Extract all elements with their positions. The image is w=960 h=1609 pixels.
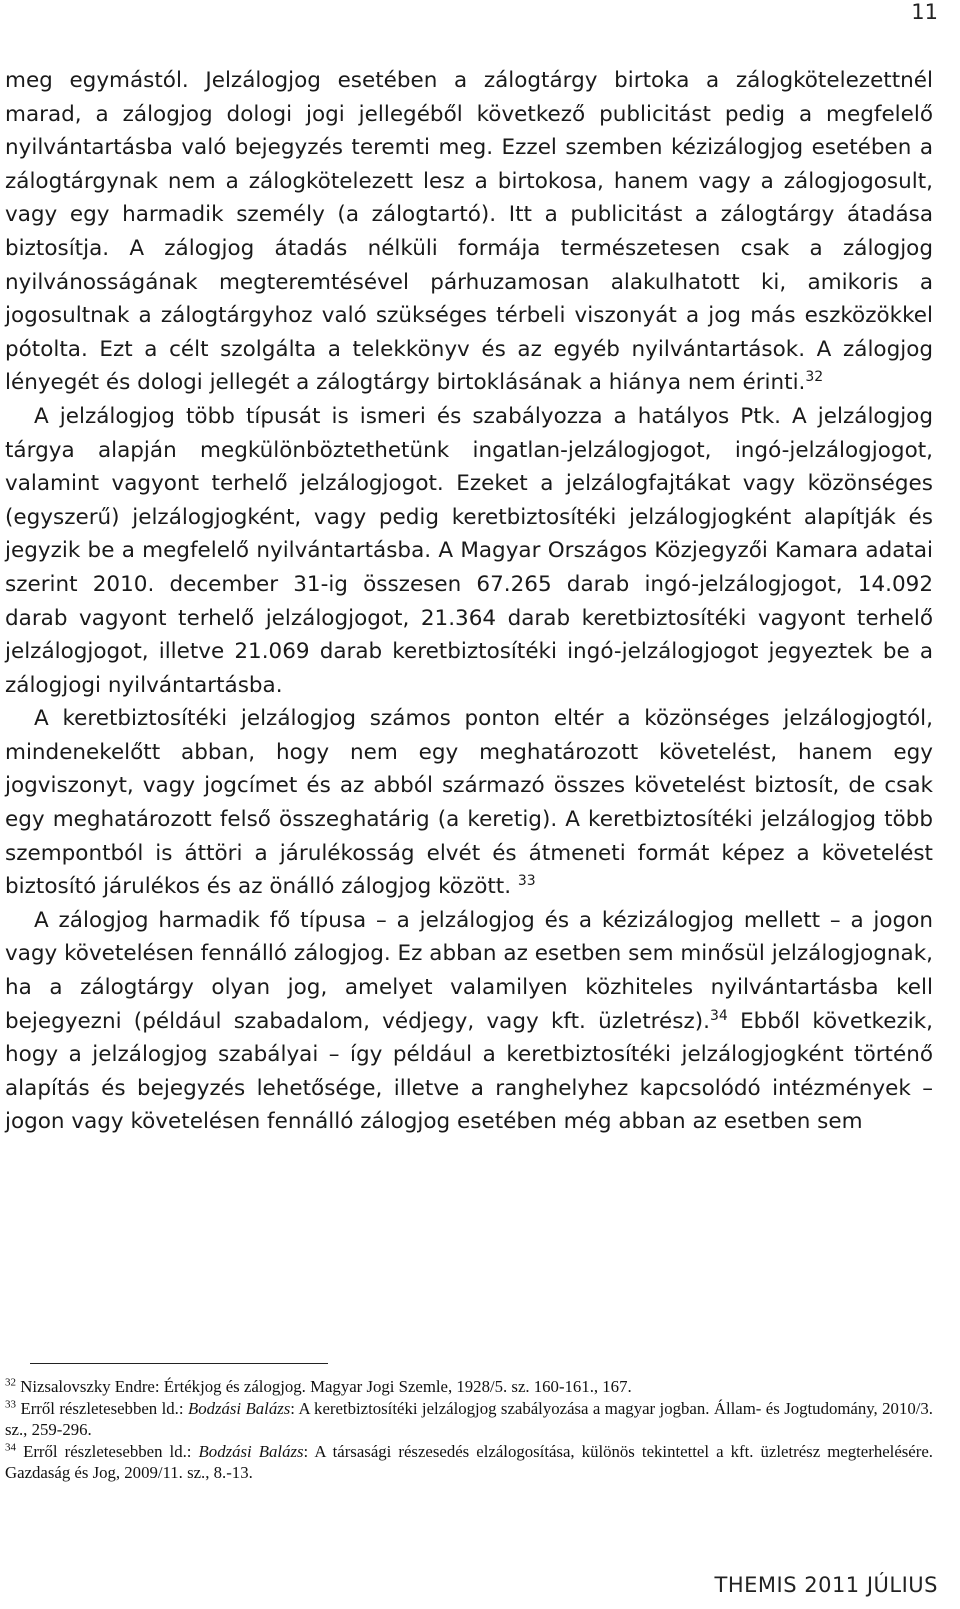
footnote-author: Bodzási Balázs [187, 1398, 291, 1418]
paragraph: A zálogjog harmadik fő típusa – a jelzálogjog és a kézizálogjog mellett – a jogon vagy követelésen fennálló zálogjog. Ez abban az esetben sem minősül jelzálogjognak, ha a zálogtárgy olyan jog, amelyet valamilyen közhiteles nyilvántartásba kell bejegyezni (például szabadalom, védjegy, vagy kft. üzletrész).$^{34}$ Ebből következik, hogy a jelzálogjog szabályai – így például a keretbiztosítéki jelzálogjogként történő alapítás és bejegyzés lehetősége, illetve a ranghelyhez kapcsolódó intézmények – jogon vagy követelésen fennálló zálogjog esetében még abban az esetben sem [5, 907, 933, 1135]
footnote-ref: 33 [517, 873, 536, 890]
footnote-ref: 32 [805, 369, 824, 386]
paragraph: A jelzálogjog több típusát is ismeri és szabályozza a hatályos Ptk. A jelzálogjog tárgya alapján megkülönböztethetünk ingatlan-jelzálogjogot, ingó-jelzálogjogot, valamint vagyont terhelő jelzálogjogot. Ezeket a jelzálogfajtákat vagy közönséges (egyszerű) jelzálogjogként, vagy pedig keretbiztosítéki jelzálogjogként alapítják és jegyzik be a megfelelő nyilvántartásba. A Magyar Országos Közjegyzői Kamara adatai szerint 2010. december 31-ig összesen 67.265 darab ingó-jelzálogjogot, 14.092 darab vagyont terhelő jelzálogjogot, 21.364 darab keretbiztosítéki vagyont terhelő jelzálogjogot, illetve 21.069 darab keretbiztosítéki ingó-jelzálogjogot jegyeztek be a zálogjogi nyilvántartásba. [5, 403, 933, 698]
footnote-separator [30, 1363, 328, 1364]
footnotes [5, 1376, 933, 1484]
footnote-number: 32 [5, 1376, 16, 1389]
footnote: $^{32}$ Nizsalovszky Endre: Értékjog és zálogjog. Magyar Jogi Szemle, 1928/5. sz. 160-161., 167. [5, 1376, 632, 1396]
paragraph: meg egymástól. Jelzálogjog esetében a zálogtárgy birtoka a zálogkötelezettnél marad, a zálogjog dologi jogi jellegéből következő publicitást pedig a megfelelő nyilvántartásba való bejegyzés teremti meg. Ezzel szemben kézizálogjog esetében a zálogtárgynak nem a zálogkötelezett lesz a birtokosa, hanem vagy a zálogjogosult, vagy egy harmadik személy (a zálogtartó). Itt a publicitást a zálogtárgy átadása biztosítja. A zálogjog átadás nélküli formája természetesen csak a zálogjog nyilvánosságának megteremtésével párhuzamosan alakulhatott ki, amikoris a jogosultnak a zálogtárgyhoz való szükséges térbeli viszonyát a jog más eszközökkel pótolta. Ezt a célt szolgálta a telekkönyv és az egyéb nyilvántartások. A zálogjog lényegét és dologi jellegét a zálogtárgy birtoklásának a hiánya nem érinti.$^{32}$ [5, 68, 933, 396]
footnote-number: 34 [5, 1440, 16, 1453]
footnote-author: Bodzási Balázs [198, 1441, 304, 1461]
running-footer: THEMIS 2011 JÚLIUS [714, 1573, 938, 1597]
paragraph: A keretbiztosítéki jelzálogjog számos ponton eltér a közönséges jelzálogjogtól, mindenekelőtt abban, hogy nem egy meghatározott követelést, hanem egy jogviszonyt, vagy jogcímet és az abból származó összes követelést biztosít, de csak egy meghatározott felső összeghatárig (a keretig). A keretbiztosítéki jelzálogjog több szempontból is áttöri a járulékosság elvét és átmeneti formát képez a követelést biztosító járulékos és az önálló zálogjog között. $^{33}$ [5, 706, 933, 900]
footnote: $^{34}$ Erről részletesebben ld.: Bodzási Balázs: A társasági részesedés elzálogosítása, különös tekintettel a kft. üzletrész megterhelésére. Gazdaság és Jog, 2009/11. sz., 8.-13. [5, 1440, 933, 1482]
body-text [5, 64, 933, 1139]
footnote-number: 33 [5, 1397, 16, 1410]
footnote: $^{33}$ Erről részletesebben ld.: Bodzási Balázs: A keretbiztosítéki jelzálogjog szabályozása a magyar jogban. Állam- és Jogtudomány, 2010/3. sz., 259-296. [5, 1397, 933, 1439]
footnote-ref: 34 [709, 1007, 728, 1024]
page-number: 11 [911, 0, 938, 24]
